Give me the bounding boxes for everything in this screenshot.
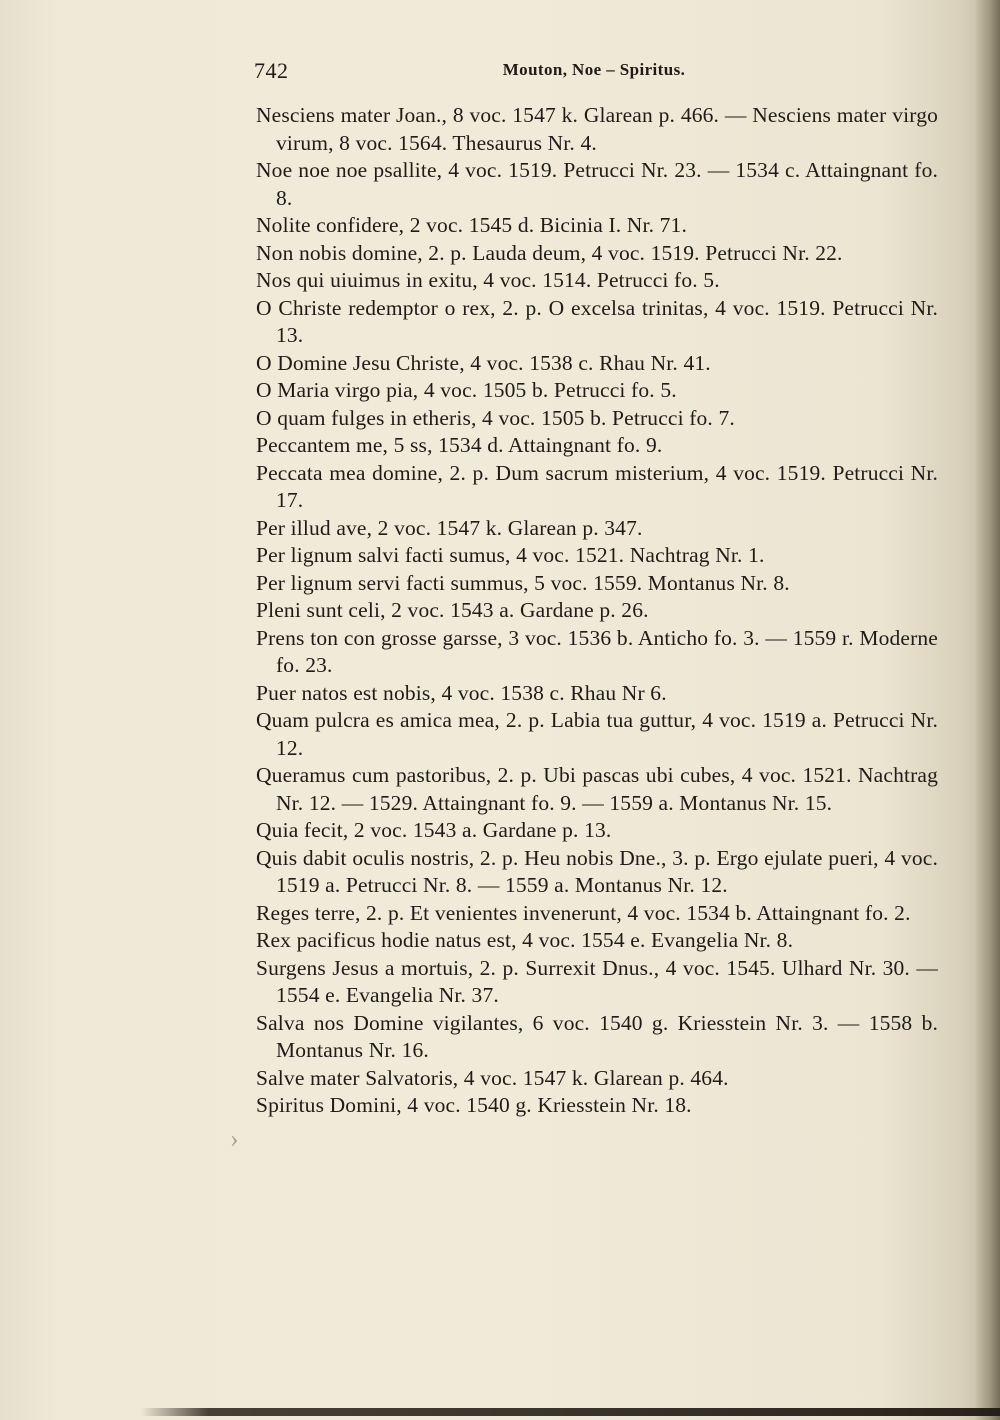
- catalog-entry: Quam pulcra es amica mea, 2. p. Labia tua guttur, 4 voc. 1519 a. Petrucci Nr. 12.: [256, 708, 938, 760]
- running-head: Mouton, Noe – Spiritus.: [502, 60, 686, 79]
- catalog-entry: Quia fecit, 2 voc. 1543 a. Gardane p. 13.: [256, 818, 612, 842]
- catalog-entry: Per illud ave, 2 voc. 1547 k. Glarean p. 347.: [256, 515, 643, 540]
- margin-pencil-mark: ›: [230, 1124, 239, 1153]
- catalog-entry: Nesciens mater Joan., 8 voc. 1547 k. Glarean p. 466. — Nesciens mater virgo virum, 8 voc. 1564. Thesaurus Nr. 4.: [256, 103, 938, 155]
- catalog-entries: [256, 102, 938, 1120]
- catalog-entry: Spiritus Domini, 4 voc. 1540 g. Kriesstein Nr. 18.: [256, 1093, 692, 1117]
- page-number: 742: [254, 58, 289, 83]
- catalog-entry: Noe noe noe psallite, 4 voc. 1519. Petrucci Nr. 23. — 1534 c. Attaingnant fo. 8.: [256, 158, 938, 210]
- catalog-entry: Puer natos est nobis, 4 voc. 1538 c. Rhau Nr 6.: [256, 680, 667, 705]
- catalog-entry: Prens ton con grosse garsse, 3 voc. 1536 b. Anticho fo. 3. — 1559 r. Moderne fo. 23.: [256, 625, 938, 677]
- catalog-entry: O quam fulges in etheris, 4 voc. 1505 b. Petrucci fo. 7.: [256, 405, 735, 430]
- catalog-entry: Nolite confidere, 2 voc. 1545 d. Bicinia I. Nr. 71.: [256, 213, 687, 237]
- catalog-entry: Per lignum servi facti summus, 5 voc. 1559. Montanus Nr. 8.: [256, 570, 790, 595]
- catalog-entry: Salva nos Domine vigilantes, 6 voc. 1540 g. Kriesstein Nr. 3. — 1558 b. Montanus Nr. 16.: [256, 1010, 938, 1062]
- catalog-entry: O Maria virgo pia, 4 voc. 1505 b. Petrucci fo. 5.: [256, 378, 677, 402]
- catalog-entry: Reges terre, 2. p. Et venientes invenerunt, 4 voc. 1534 b. Attaingnant fo. 2.: [256, 900, 911, 925]
- catalog-entry: Queramus cum pastoribus, 2. p. Ubi pascas ubi cubes, 4 voc. 1521. Nachtrag Nr. 12. — 1529. Attaingnant fo. 9. — 1559 a. Montanus Nr. 15.: [256, 763, 938, 815]
- catalog-entry: Nos qui uiuimus in exitu, 4 voc. 1514. Petrucci fo. 5.: [256, 268, 720, 292]
- catalog-entry: Pleni sunt celi, 2 voc. 1543 a. Gardane p. 26.: [256, 598, 649, 622]
- catalog-entry: O Domine Jesu Christe, 4 voc. 1538 c. Rhau Nr. 41.: [256, 350, 711, 375]
- page-header: [254, 58, 934, 88]
- catalog-entry: Salve mater Salvatoris, 4 voc. 1547 k. Glarean p. 464.: [256, 1065, 729, 1090]
- catalog-entry: Per lignum salvi facti sumus, 4 voc. 1521. Nachtrag Nr. 1.: [256, 543, 765, 567]
- catalog-entry: O Christe redemptor o rex, 2. p. O excelsa trinitas, 4 voc. 1519. Petrucci Nr. 13.: [256, 295, 938, 347]
- scan-bottom-edge: [140, 1408, 1000, 1416]
- catalog-entry: Quis dabit oculis nostris, 2. p. Heu nobis Dne., 3. p. Ergo ejulate pueri, 4 voc. 1519 a. Petrucci Nr. 8. — 1559 a. Montanus Nr. 12.: [256, 845, 938, 897]
- catalog-entry: Non nobis domine, 2. p. Lauda deum, 4 voc. 1519. Petrucci Nr. 22.: [256, 240, 843, 265]
- catalog-entry: Rex pacificus hodie natus est, 4 voc. 1554 e. Evangelia Nr. 8.: [256, 928, 794, 952]
- catalog-entry: Peccantem me, 5 ss, 1534 d. Attaingnant fo. 9.: [256, 433, 663, 457]
- catalog-entry: Surgens Jesus a mortuis, 2. p. Surrexit Dnus., 4 voc. 1545. Ulhard Nr. 30. — 1554 e. Evangelia Nr. 37.: [256, 955, 938, 1007]
- page-edge-shadow: [974, 0, 1000, 1420]
- catalog-entry: Peccata mea domine, 2. p. Dum sacrum misterium, 4 voc. 1519. Petrucci Nr. 17.: [256, 460, 938, 512]
